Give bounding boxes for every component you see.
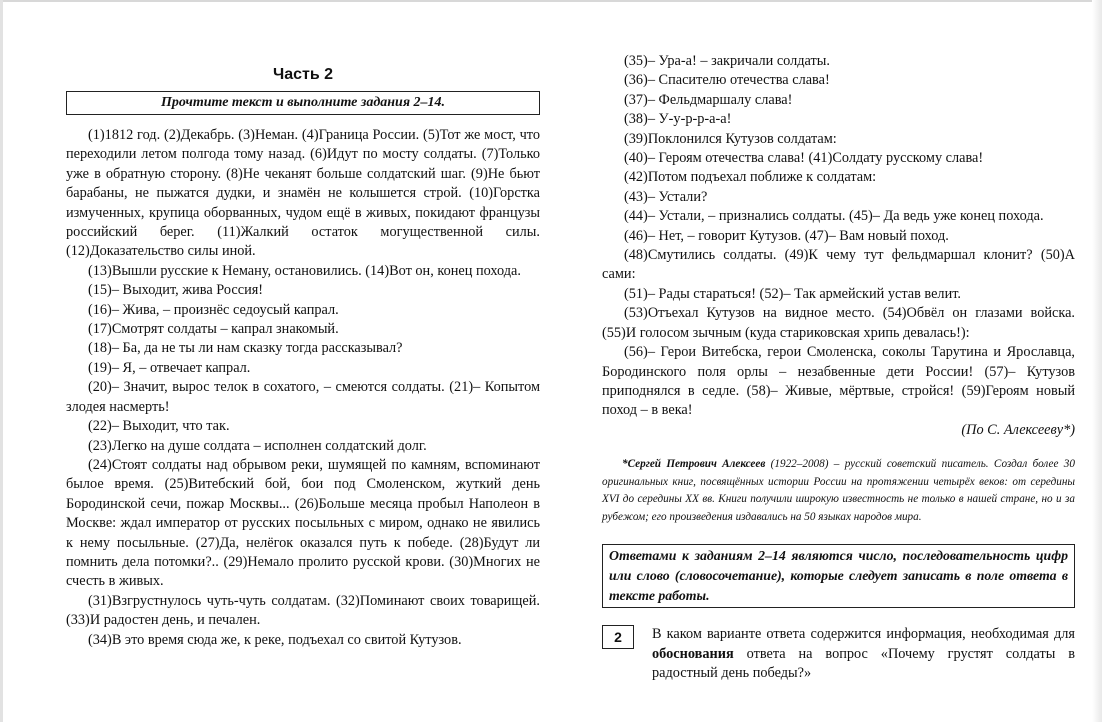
text-paragraph: (23)Легко на душе солдата – исполнен солдатский долг.	[88, 437, 427, 454]
text-paragraph: (22)– Выходит, что так.	[88, 418, 230, 435]
task-text-bold: обоснования	[652, 645, 734, 662]
text-paragraph: (40)– Героям отечества слава! (41)Солдату русскому слава!	[624, 150, 984, 167]
author-attribution: (По С. Алексееву*)	[961, 421, 1075, 438]
text-paragraph: (20)– Значит, вырос телок в сохатого, – смеются солдаты. (21)– Копытом злодея насмерть!	[66, 379, 540, 415]
text-paragraph: (16)– Жива, – произнёс седоусый капрал.	[88, 301, 339, 318]
text-paragraph: (53)Отъехал Кутузов на видное место. (54)Обвёл он глазами войска. (55)И голосом зычным (куда стариковская хрипь девалась!):	[602, 305, 1075, 341]
text-paragraph: (42)Потом подъехал поближе к солдатам:	[624, 169, 877, 186]
page-edge-right	[1092, 0, 1102, 722]
left-column	[66, 64, 540, 650]
text-paragraph: (35)– Ура-а! – закричали солдаты.	[624, 53, 830, 69]
text-paragraph: (36)– Спасителю отечества слава!	[624, 72, 830, 89]
text-paragraph: (34)В это время сюда же, к реке, подъехал со свитой Кутузов.	[88, 631, 462, 648]
text-paragraph: (46)– Нет, – говорит Кутузов. (47)– Вам новый поход.	[624, 227, 949, 244]
instruction-box: Прочтите текст и выполните задания 2–14.	[66, 91, 540, 115]
author-footnote	[602, 456, 1075, 526]
answer-instruction-box: Ответами к заданиям 2–14 являются число, последовательность цифр или слово (словосочетание), которые следует записать в поле ответа в тексте работы.	[602, 544, 1075, 608]
text-paragraph: (51)– Рады стараться! (52)– Так армейский устав велит.	[624, 285, 961, 302]
task-text-after: ответа на вопрос «Почему грустят солдаты в радостный день победы?»	[652, 645, 1075, 681]
task-2	[602, 625, 1075, 683]
footnote-body: (1922–2008) – русский советский писатель. Создал более 30 оригинальных книг, посвящённых истории России на протяжении четырёх веков: от середины XVI до середины XX вв. Книги получили широкую известность не только в нашей стране, но и за рубежом; его произведения издавались на 50 языках народов мира.	[602, 458, 1075, 523]
text-paragraph: (24)Стоят солдаты над обрывом реки, шумящей по камням, вспоминают былое время. (25)Витебский бой, бои под Смоленском, жуткий день Бородинской сечи, пожар Москвы... (26)Больше месяца пробыл Наполеон в Москве: ждал император от русских посыльных с миром, однако не явились к нему посыльные. (27)Да, нелёгок оказался путь к победе. (28)Будут ли помнить дела потомки?.. (29)Немало пролито русской крови. (30)Многих не счесть в живых.	[66, 456, 540, 590]
text-paragraph: (39)Поклонился Кутузов солдатам:	[624, 130, 837, 147]
text-paragraph: (17)Смотрят солдаты – капрал знакомый.	[88, 321, 339, 338]
text-paragraph: (15)– Выходит, жива Россия!	[88, 282, 264, 299]
part-title: Часть 2	[272, 66, 334, 83]
right-column	[602, 52, 1075, 683]
task-text-before: В каком варианте ответа содержится информация, необходимая для	[652, 626, 1075, 643]
text-paragraph: (38)– У-у-р-р-а-а!	[624, 111, 732, 128]
text-paragraph: (43)– Устали?	[624, 188, 708, 205]
text-paragraph: (31)Взгрустнулось чуть-чуть солдатам. (32)Поминают своих товарищей. (33)И радостен день, и печален.	[66, 592, 540, 629]
text-paragraph: (37)– Фельдмаршалу слава!	[624, 91, 793, 108]
footnote-author-name: *Сергей Петрович Алексеев	[622, 458, 766, 471]
text-paragraph: (44)– Устали, – признались солдаты. (45)– Да ведь уже конец похода.	[624, 208, 1044, 225]
text-paragraph: (48)Смутились солдаты. (49)К чему тут фельдмаршал клонит? (50)А сами:	[602, 247, 1075, 283]
text-paragraph: (18)– Ба, да не ты ли нам сказку тогда рассказывал?	[88, 340, 403, 357]
text-paragraph: (19)– Я, – отвечает капрал.	[88, 359, 251, 376]
text-paragraph: (56)– Герои Витебска, герои Смоленска, соколы Тарутина и Ярославца, Бородинского поля орлы – незабвенные дети России! (57)– Кутузов приподнялся в седле. (58)– Живые, мёртвые, стройся! (59)Героям новый поход – в века!	[602, 344, 1075, 419]
page-edge-top	[0, 0, 1102, 2]
text-paragraph: (1)1812 год. (2)Декабрь. (3)Неман. (4)Граница России. (5)Тот же мост, что переходили летом полгода тому назад. (6)Идут по мосту солдаты. (7)Только уже в обратную сторону. (8)Не чеканят больше солдатский шаг. (9)Не бьют барабаны, не пыжатся дудки, и знамён не колышется строй. (10)Горстка измученных, крупица оборванных, чудом ещё в живых, покидают французы российский берег. (11)Жалкий остаток могущественной силы. (12)Доказательство силы иной.	[66, 127, 540, 260]
main-text-left	[66, 126, 540, 650]
task-number-box: 2	[602, 625, 634, 649]
main-text-right	[602, 52, 1075, 421]
text-paragraph: (13)Вышли русские к Неману, остановились. (14)Вот он, конец похода.	[88, 262, 521, 279]
page-edge-left	[0, 0, 3, 722]
task-question	[652, 625, 1075, 683]
